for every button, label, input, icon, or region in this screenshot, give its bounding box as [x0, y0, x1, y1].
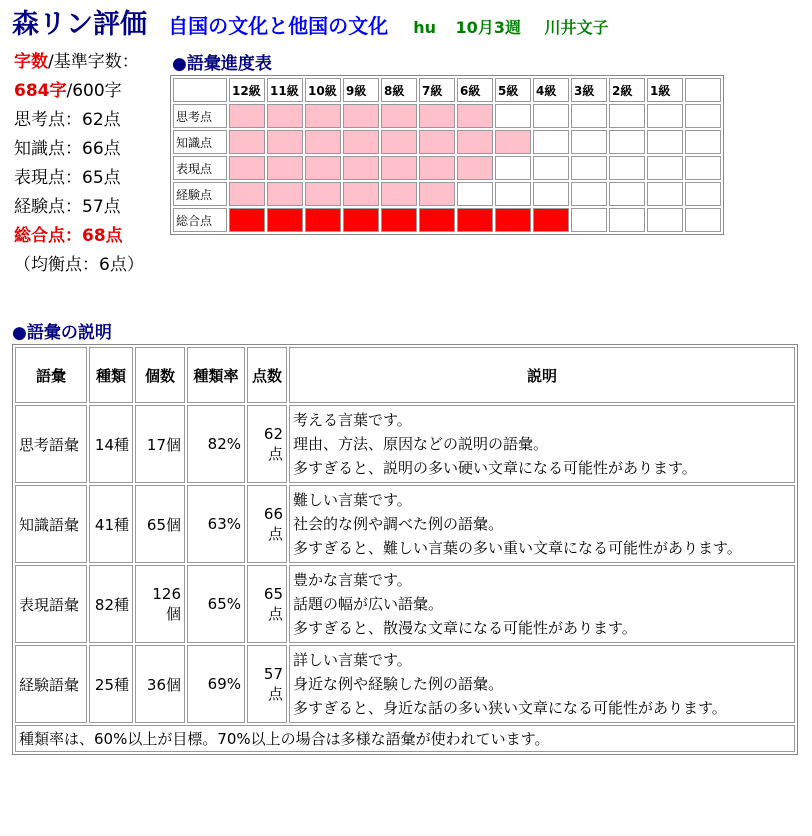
- progress-body: [173, 104, 721, 232]
- grade-header: 2級: [609, 78, 645, 102]
- description-line: 難しい言葉です。: [293, 491, 412, 509]
- progress-cell-filled: [343, 208, 379, 232]
- grade-header: 12級: [229, 78, 265, 102]
- grade-header: 11級: [267, 78, 303, 102]
- vocab-name: 知識語彙: [15, 485, 87, 563]
- progress-cell-empty: [571, 130, 607, 154]
- progress-cell-filled: [305, 182, 341, 206]
- grade-header: 3級: [571, 78, 607, 102]
- rate-col-header: 種類率: [187, 347, 245, 403]
- vocab-footer-row: [15, 725, 795, 752]
- progress-cell-empty: [533, 182, 569, 206]
- progress-cell-filled: [457, 156, 493, 180]
- vocab-description: [289, 485, 795, 563]
- vocab-points: 62点: [247, 405, 287, 483]
- description-line: 多すぎると、身近な話の多い狭い文章になる可能性があります。: [293, 699, 727, 717]
- progress-cell-empty: [495, 182, 531, 206]
- user-name: hu: [413, 18, 436, 37]
- description-line: 理由、方法、原因などの説明の語彙。: [293, 435, 549, 453]
- vocab-rate: 63%: [187, 485, 245, 563]
- progress-cell-empty: [685, 130, 721, 154]
- progress-cell-filled: [267, 208, 303, 232]
- vocab-description: [289, 645, 795, 723]
- progress-row: [173, 130, 721, 154]
- vocab-kinds: 14種: [89, 405, 133, 483]
- progress-cell-filled: [343, 156, 379, 180]
- app-title: 森リン評価: [12, 9, 147, 40]
- progress-cell-empty: [495, 104, 531, 128]
- progress-cell-filled: [305, 156, 341, 180]
- progress-cell-empty: [647, 130, 683, 154]
- progress-row-label: 知識点: [173, 130, 227, 154]
- progress-cell-filled: [229, 182, 265, 206]
- progress-cell-filled: [495, 208, 531, 232]
- progress-cell-empty: [685, 156, 721, 180]
- vocab-count: 17個: [135, 405, 185, 483]
- vocab-row: [15, 405, 795, 483]
- expression-score: 表現点：65点: [14, 168, 121, 188]
- progress-cell-filled: [533, 208, 569, 232]
- progress-cell-filled: [419, 182, 455, 206]
- progress-cell-filled: [419, 156, 455, 180]
- grade-header: 4級: [533, 78, 569, 102]
- vocab-points: 66点: [247, 485, 287, 563]
- description-line: 詳しい言葉です。: [293, 651, 412, 669]
- progress-cell-empty: [495, 156, 531, 180]
- vocab-name: 表現語彙: [15, 565, 87, 643]
- thinking-score: 思考点：62点: [14, 110, 121, 130]
- char-count-line: [14, 77, 174, 106]
- progress-cell-filled: [343, 104, 379, 128]
- vocab-rate: 82%: [187, 405, 245, 483]
- progress-cell-filled: [305, 208, 341, 232]
- progress-row-label: 思考点: [173, 104, 227, 128]
- progress-cell-empty: [647, 156, 683, 180]
- knowledge-score: 知識点：66点: [14, 139, 121, 159]
- grade-header: 8級: [381, 78, 417, 102]
- score-summary: [14, 48, 174, 280]
- essay-date: 10月3週: [455, 18, 521, 37]
- description-line: 豊かな言葉です。: [293, 571, 412, 589]
- vocab-description: [289, 565, 795, 643]
- description-line: 身近な例や経験した例の語彙。: [293, 675, 504, 693]
- vocab-footer-note: 種類率は、60%以上が目標。70%以上の場合は多様な語彙が使われています。: [15, 725, 795, 752]
- grade-header: 7級: [419, 78, 455, 102]
- progress-cell-filled: [267, 104, 303, 128]
- progress-cell-empty: [533, 104, 569, 128]
- progress-cell-filled: [381, 182, 417, 206]
- vocab-count: 36個: [135, 645, 185, 723]
- vocab-name: 経験語彙: [15, 645, 87, 723]
- progress-cell-filled: [381, 208, 417, 232]
- char-count-value: 684字: [14, 81, 67, 101]
- progress-cell-empty: [609, 104, 645, 128]
- points-col-header: 点数: [247, 347, 287, 403]
- balance-score: （均衡点：6点）: [14, 255, 144, 275]
- progress-cell-filled: [419, 208, 455, 232]
- progress-row: [173, 182, 721, 206]
- progress-row-label: 総合点: [173, 208, 227, 232]
- vocab-name: 思考語彙: [15, 405, 87, 483]
- progress-cell-empty: [533, 130, 569, 154]
- progress-cell-empty: [685, 208, 721, 232]
- vocab-points: 65点: [247, 565, 287, 643]
- progress-cell-empty: [571, 156, 607, 180]
- experience-score: 経験点：57点: [14, 197, 121, 217]
- progress-cell-filled: [267, 156, 303, 180]
- progress-cell-empty: [685, 104, 721, 128]
- progress-cell-filled: [457, 130, 493, 154]
- count-col-header: 個数: [135, 347, 185, 403]
- progress-cell-empty: [647, 182, 683, 206]
- progress-cell-filled: [305, 104, 341, 128]
- essay-meta: [413, 18, 608, 37]
- vocab-count: 65個: [135, 485, 185, 563]
- author-name: 川井文子: [544, 18, 609, 37]
- description-line: 多すぎると、散漫な文章になる可能性があります。: [293, 619, 637, 637]
- grade-header: 1級: [647, 78, 683, 102]
- vocab-table: [12, 344, 798, 755]
- kinds-col-header: 種類: [89, 347, 133, 403]
- grade-header: 6級: [457, 78, 493, 102]
- vocab-row: [15, 645, 795, 723]
- progress-cell-filled: [229, 156, 265, 180]
- vocab-rate: 69%: [187, 645, 245, 723]
- grade-header: 9級: [343, 78, 379, 102]
- progress-cell-empty: [609, 156, 645, 180]
- vocab-kinds: 82種: [89, 565, 133, 643]
- progress-row: [173, 208, 721, 232]
- progress-corner-cell: [173, 78, 227, 102]
- progress-cell-filled: [381, 130, 417, 154]
- vocab-row: [15, 485, 795, 563]
- grade-header: 10級: [305, 78, 341, 102]
- progress-cell-filled: [457, 104, 493, 128]
- progress-row: [173, 104, 721, 128]
- grade-header: [685, 78, 721, 102]
- progress-cell-empty: [533, 156, 569, 180]
- progress-cell-empty: [609, 208, 645, 232]
- progress-cell-filled: [419, 104, 455, 128]
- progress-cell-filled: [267, 182, 303, 206]
- progress-cell-empty: [685, 182, 721, 206]
- progress-cell-empty: [647, 208, 683, 232]
- progress-row: [173, 156, 721, 180]
- vocab-kinds: 41種: [89, 485, 133, 563]
- progress-cell-empty: [457, 182, 493, 206]
- progress-cell-empty: [571, 208, 607, 232]
- progress-cell-filled: [343, 130, 379, 154]
- essay-title: 自国の文化と他国の文化: [168, 14, 389, 38]
- vocab-description: [289, 405, 795, 483]
- vocab-count: 126個: [135, 565, 185, 643]
- progress-cell-filled: [381, 104, 417, 128]
- vocab-col-header: 語彙: [15, 347, 87, 403]
- vocab-header-row: [15, 347, 795, 403]
- progress-cell-filled: [229, 104, 265, 128]
- description-line: 考える言葉です。: [293, 411, 412, 429]
- progress-cell-empty: [609, 130, 645, 154]
- char-standard-label: /基準字数：: [48, 52, 139, 72]
- vocab-points: 57点: [247, 645, 287, 723]
- grade-header: 5級: [495, 78, 531, 102]
- vocab-rate: 65%: [187, 565, 245, 643]
- progress-cell-empty: [571, 104, 607, 128]
- progress-header-row: [173, 78, 721, 102]
- vocab-row: [15, 565, 795, 643]
- progress-table: [170, 75, 724, 235]
- char-standard-value: /600字: [66, 81, 122, 101]
- description-line: 多すぎると、説明の多い硬い文章になる可能性があります。: [293, 459, 697, 477]
- progress-cell-filled: [229, 130, 265, 154]
- progress-cell-empty: [609, 182, 645, 206]
- progress-cell-filled: [419, 130, 455, 154]
- progress-cell-filled: [343, 182, 379, 206]
- header: [12, 2, 609, 42]
- desc-col-header: 説明: [289, 347, 795, 403]
- description-line: 多すぎると、難しい言葉の多い重い文章になる可能性があります。: [293, 539, 742, 557]
- description-line: 話題の幅が広い語彙。: [293, 595, 444, 613]
- progress-cell-filled: [267, 130, 303, 154]
- progress-cell-empty: [647, 104, 683, 128]
- progress-row-label: 経験点: [173, 182, 227, 206]
- total-score: 総合点：68点: [14, 226, 123, 246]
- progress-cell-filled: [305, 130, 341, 154]
- progress-cell-filled: [229, 208, 265, 232]
- vocab-kinds: 25種: [89, 645, 133, 723]
- vocab-heading: ●語彙の説明: [12, 323, 112, 343]
- progress-cell-filled: [381, 156, 417, 180]
- char-count-label: 字数: [14, 52, 48, 72]
- progress-cell-filled: [457, 208, 493, 232]
- progress-cell-filled: [495, 130, 531, 154]
- vocab-body: [15, 405, 795, 723]
- progress-cell-empty: [571, 182, 607, 206]
- description-line: 社会的な例や調べた例の語彙。: [293, 515, 504, 533]
- progress-row-label: 表現点: [173, 156, 227, 180]
- progress-heading: ●語彙進度表: [172, 54, 272, 74]
- char-count-label-line: [14, 48, 174, 77]
